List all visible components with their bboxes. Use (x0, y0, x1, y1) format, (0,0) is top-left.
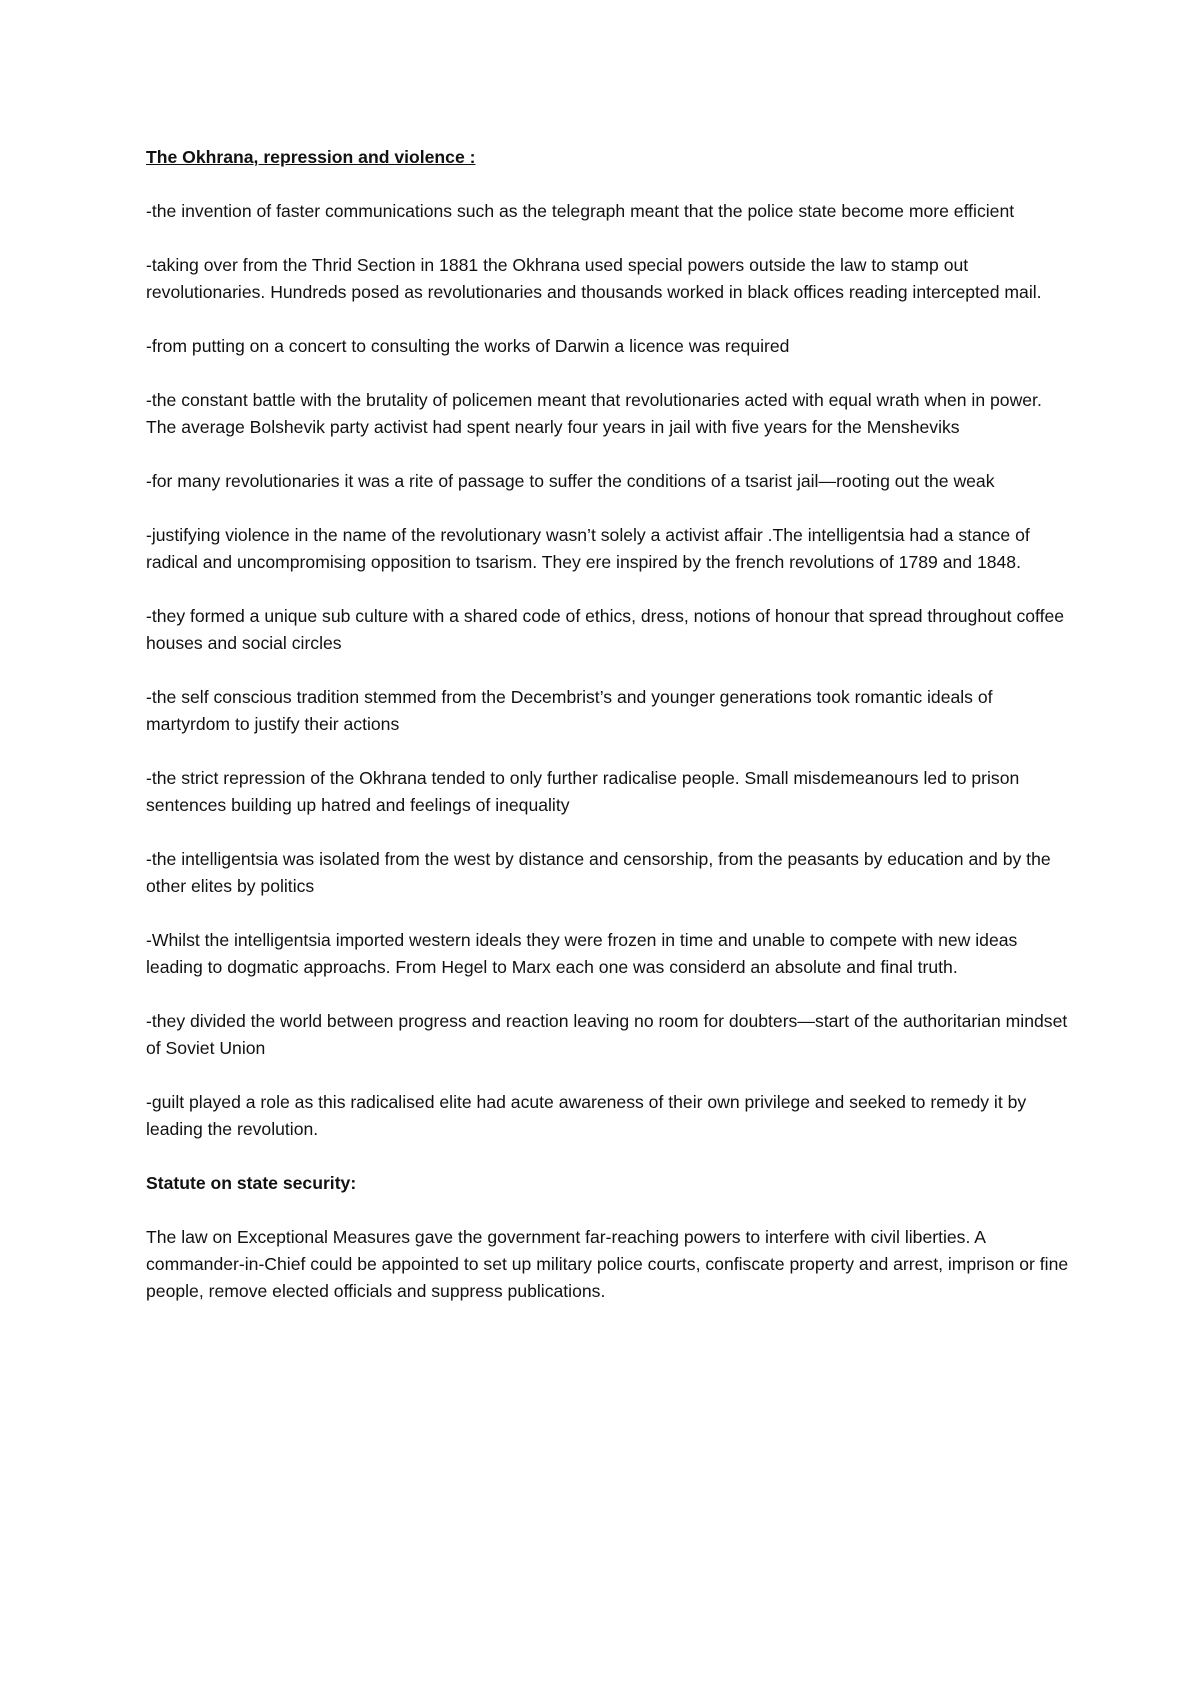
paragraph: -the intelligentsia was isolated from the west by distance and censorship, from the peasants by education and by the other elites by politics (146, 849, 1051, 896)
paragraph: -the invention of faster communications such as the telegraph meant that the police state become more efficient (146, 201, 1015, 221)
closing-paragraph: The law on Exceptional Measures gave the government far-reaching powers to interfere with civil liberties. A commander-in-Chief could be appointed to set up military police courts, confiscate property and arrest, imprison or fine people, remove elected officials and suppress publications. (146, 1227, 1069, 1301)
paragraph: -they divided the world between progress and reaction leaving no room for doubters—start of the authoritarian mindset of Soviet Union (146, 1011, 1068, 1058)
paragraph: -guilt played a role as this radicalised elite had acute awareness of their own privilege and seeked to remedy it by leading the revolution. (146, 1092, 1027, 1139)
paragraph: -for many revolutionaries it was a rite of passage to suffer the conditions of a tsarist jail—rooting out the weak (146, 471, 995, 491)
paragraph: -from putting on a concert to consulting the works of Darwin a licence was required (146, 336, 790, 356)
paragraph: -taking over from the Thrid Section in 1881 the Okhrana used special powers outside the law to stamp out revolutionaries. Hundreds posed as revolutionaries and thousands worked in black offices reading intercepted mail. (146, 255, 1042, 302)
section-subheading: Statute on state security: (146, 1173, 357, 1193)
paragraph: -justifying violence in the name of the revolutionary wasn’t solely a activist affair .The intelligentsia had a stance of radical and uncompromising opposition to tsarism. They ere inspired by the french revolutions of 1789 and 1848. (146, 525, 1030, 572)
paragraph: -the self conscious tradition stemmed from the Decembrist’s and younger generations took romantic ideals of martyrdom to justify their actions (146, 687, 993, 734)
section-heading: The Okhrana, repression and violence : (146, 147, 476, 167)
paragraph: -the constant battle with the brutality of policemen meant that revolutionaries acted with equal wrath when in power. The average Bolshevik party activist had spent nearly four years in jail with five years for the Mensheviks (146, 390, 1042, 437)
document-page (146, 144, 1076, 1332)
paragraph: -the strict repression of the Okhrana tended to only further radicalise people. Small misdemeanours led to prison sentences building up hatred and feelings of inequality (146, 768, 1020, 815)
paragraph: -Whilst the intelligentsia imported western ideals they were frozen in time and unable to compete with new ideas leading to dogmatic approachs. From Hegel to Marx each one was considerd an absolute and final truth. (146, 930, 1018, 977)
paragraph: -they formed a unique sub culture with a shared code of ethics, dress, notions of honour that spread throughout coffee houses and social circles (146, 606, 1065, 653)
